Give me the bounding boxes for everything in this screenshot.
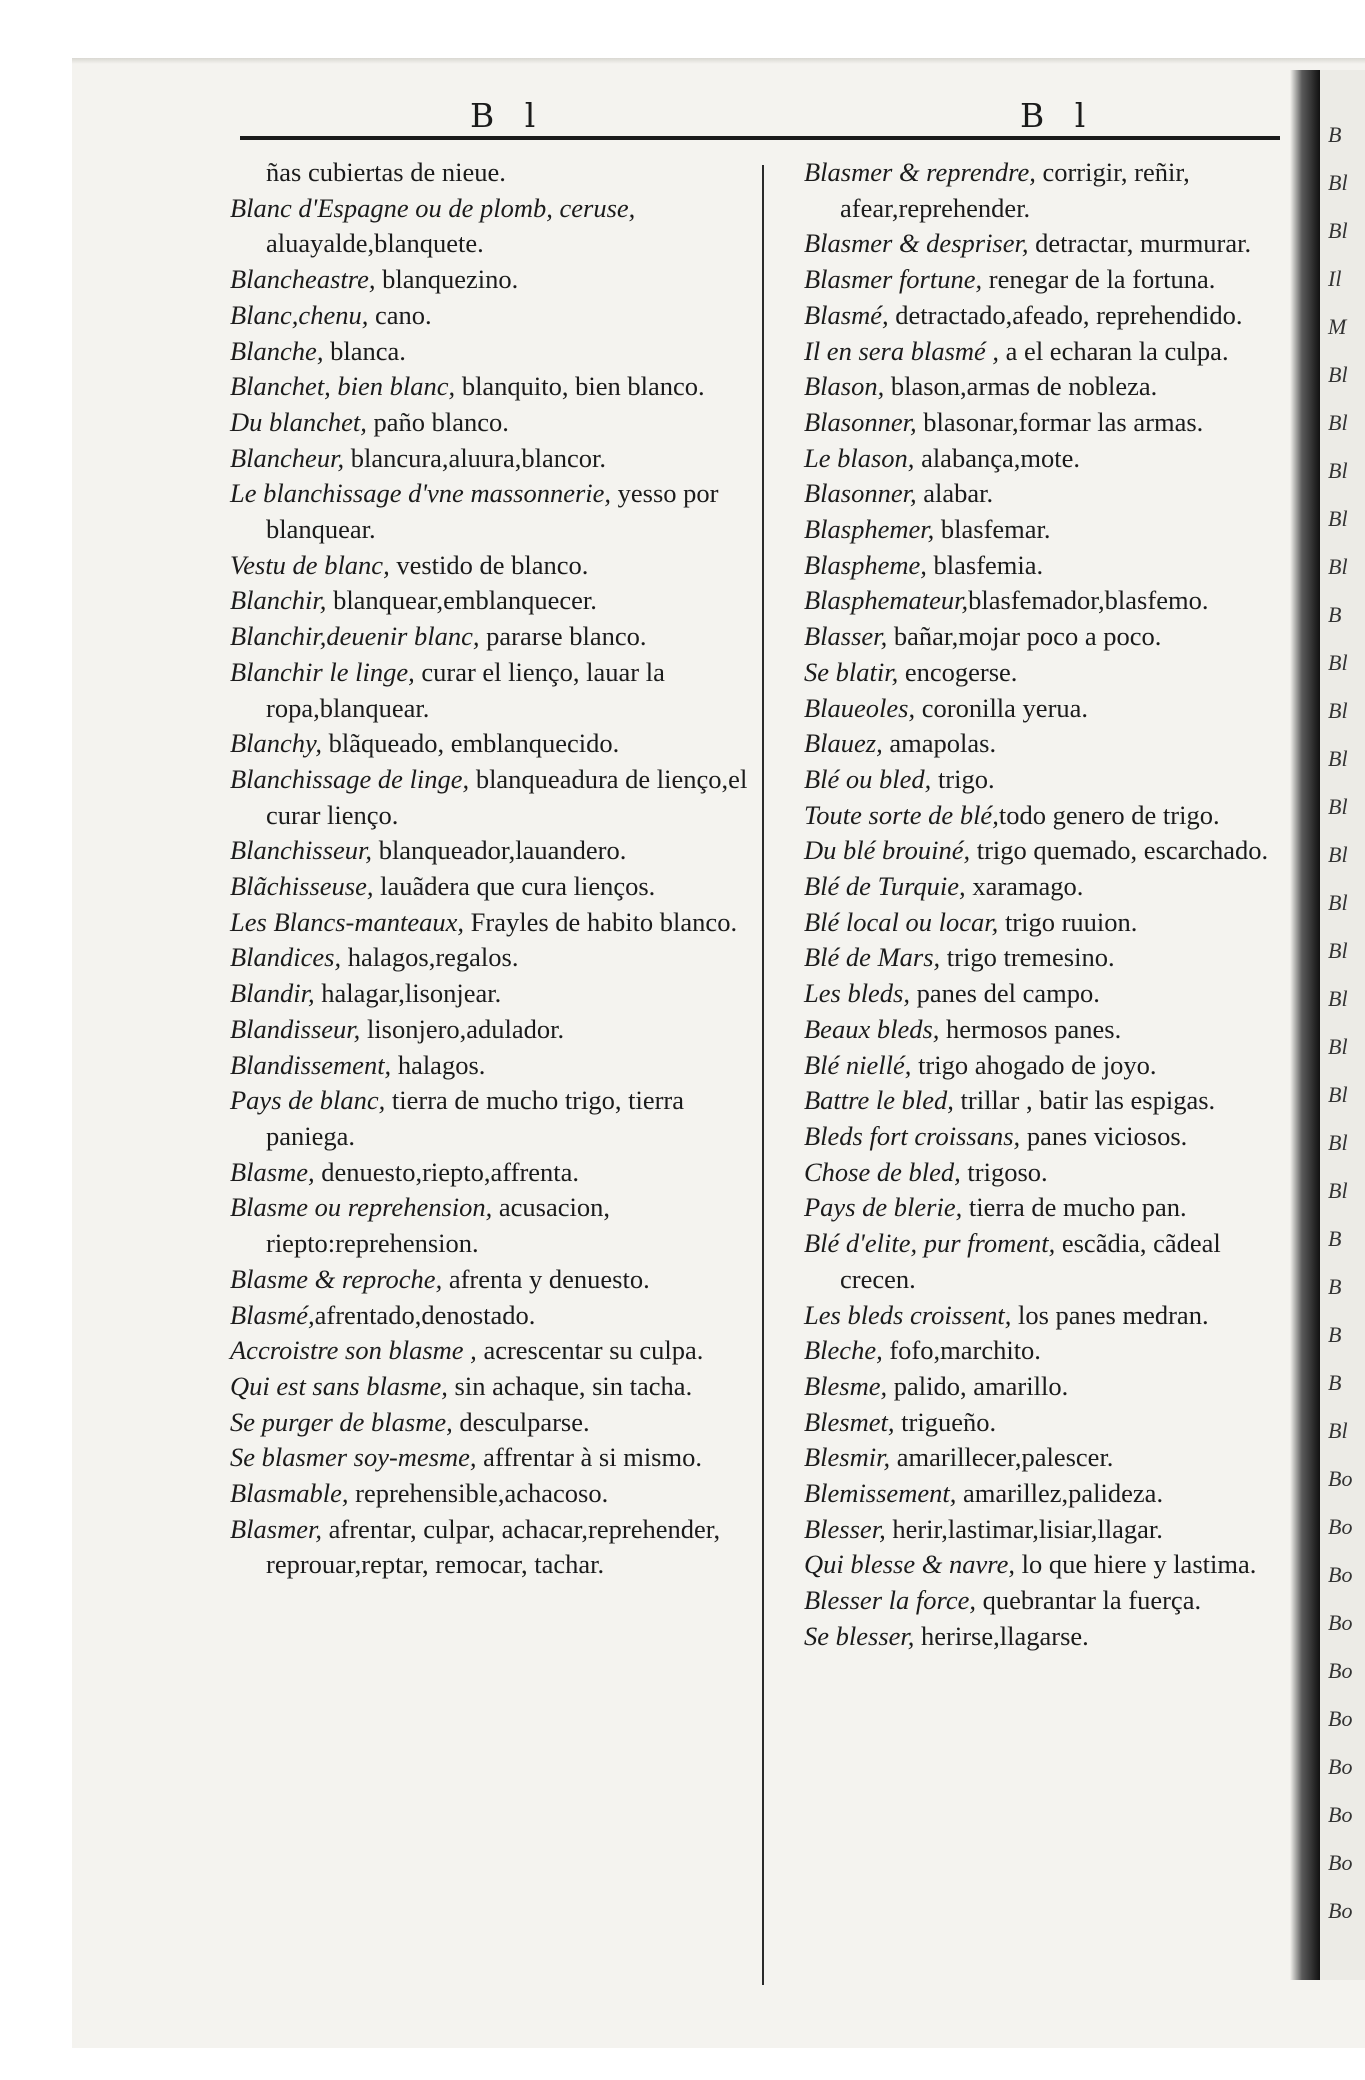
dictionary-entry bbox=[230, 441, 750, 477]
entry-headword: Blandices, bbox=[230, 942, 342, 973]
next-page-fragment: Bl bbox=[1328, 986, 1348, 1011]
entry-headword: Blasme & reproche, bbox=[230, 1263, 443, 1294]
dictionary-entry bbox=[230, 940, 750, 976]
dictionary-entry bbox=[804, 905, 1294, 941]
entry-headword: Blaspheme, bbox=[804, 549, 927, 580]
dictionary-entry bbox=[230, 369, 750, 405]
dictionary-entry bbox=[230, 1512, 750, 1583]
entry-headword: Blancheastre, bbox=[230, 264, 376, 295]
dictionary-entry bbox=[230, 976, 750, 1012]
dictionary-entry bbox=[804, 655, 1294, 691]
next-page-fragment: Bl bbox=[1328, 362, 1348, 387]
entry-definition: blãqueado, emblanquecido. bbox=[322, 728, 620, 759]
dictionary-entry bbox=[804, 298, 1294, 334]
dictionary-entry bbox=[230, 1369, 750, 1405]
dictionary-entry bbox=[230, 1262, 750, 1298]
next-page-fragment: Bl bbox=[1328, 890, 1348, 915]
dictionary-entry bbox=[230, 1012, 750, 1048]
next-page-fragment: Bo bbox=[1328, 1898, 1353, 1923]
entry-headword: Blemissement, bbox=[804, 1478, 957, 1509]
entry-definition: lisonjero,adulador. bbox=[360, 1013, 565, 1044]
entry-definition: corrigir, reñir, afear,reprehender. bbox=[840, 157, 1190, 223]
dictionary-entry bbox=[230, 298, 750, 334]
dictionary-entry bbox=[804, 1226, 1294, 1297]
entry-headword: Les Blancs-manteaux, bbox=[230, 906, 465, 937]
entry-headword: Se blesser, bbox=[804, 1620, 915, 1651]
entry-definition: a el echaran la culpa. bbox=[999, 335, 1229, 366]
dictionary-entry bbox=[230, 1190, 750, 1261]
next-page-fragment: B bbox=[1328, 1226, 1342, 1251]
entry-headword: Blesser la force, bbox=[804, 1585, 976, 1616]
dictionary-entry bbox=[230, 833, 750, 869]
entry-definition: afrenta y denuesto. bbox=[442, 1263, 650, 1294]
dictionary-entry bbox=[230, 869, 750, 905]
entry-definition: aluayalde,blanquete. bbox=[266, 228, 484, 259]
entry-definition: denuesto,riepto,affrenta. bbox=[314, 1156, 580, 1187]
entry-definition: encogerse. bbox=[898, 656, 1018, 687]
entry-headword: Se purger de blasme, bbox=[230, 1406, 453, 1437]
entry-definition: trigo. bbox=[931, 763, 995, 794]
entry-definition: amarillez,palideza. bbox=[956, 1478, 1164, 1509]
entry-headword: Il en sera blasmé , bbox=[804, 335, 1000, 366]
entry-headword: Blanchir,deuenir blanc, bbox=[230, 621, 480, 652]
entry-headword: Du blé brouiné, bbox=[804, 835, 971, 866]
dictionary-entry bbox=[804, 691, 1294, 727]
dictionary-entry bbox=[804, 1012, 1294, 1048]
entry-headword: Blanchy, bbox=[230, 728, 322, 759]
entry-headword: Le blanchissage d'vne massonnerie, bbox=[230, 478, 612, 509]
dictionary-entry bbox=[804, 1476, 1294, 1512]
next-page-fragment: Bl bbox=[1328, 1082, 1348, 1107]
entry-definition: halagar,lisonjear. bbox=[314, 978, 502, 1009]
dictionary-entry bbox=[230, 191, 750, 262]
dictionary-entry bbox=[230, 1083, 750, 1154]
entry-headword: Blasmer fortune, bbox=[804, 264, 983, 295]
entry-definition: detractado,afeado, reprehendido. bbox=[888, 299, 1243, 330]
entry-headword: Blancheur, bbox=[230, 442, 345, 473]
dictionary-entry bbox=[230, 1048, 750, 1084]
entry-headword: Blaueoles, bbox=[804, 692, 916, 723]
entry-headword: Blasphemateur, bbox=[804, 585, 969, 616]
entry-headword: Blé ou bled, bbox=[804, 763, 932, 794]
entry-definition: amapolas. bbox=[882, 728, 997, 759]
entry-definition: todo genero de trigo. bbox=[998, 799, 1220, 830]
dictionary-entry bbox=[230, 1476, 750, 1512]
entry-definition: halagos. bbox=[391, 1049, 486, 1080]
entry-headword: Blasmé, bbox=[804, 299, 889, 330]
next-page-fragment: Bl bbox=[1328, 1034, 1348, 1059]
entry-definition: escãdia, cãdeal crecen. bbox=[840, 1228, 1221, 1294]
entry-headword: Blasme, bbox=[230, 1156, 315, 1187]
next-page-fragment: Bo bbox=[1328, 1802, 1353, 1827]
next-page-fragment: Bl bbox=[1328, 698, 1348, 723]
entry-headword: Toute sorte de blé, bbox=[804, 799, 999, 830]
dictionary-entry bbox=[804, 1083, 1294, 1119]
dictionary-entry bbox=[804, 476, 1294, 512]
entry-definition: trigo tremesino. bbox=[940, 942, 1115, 973]
entry-headword: Blanchet, bien blanc, bbox=[230, 371, 456, 402]
entry-definition: blancura,aluura,blancor. bbox=[344, 442, 607, 473]
next-page-margin bbox=[1320, 70, 1365, 1980]
entry-definition: detractar, murmurar. bbox=[1028, 228, 1252, 259]
entry-headword: Blanchir, bbox=[230, 585, 327, 616]
entry-definition: trigoso. bbox=[960, 1156, 1048, 1187]
entry-definition: curar el lienço, lauar la ropa,blanquear. bbox=[266, 656, 665, 723]
entry-definition: herir,lastimar,lisiar,llagar. bbox=[885, 1513, 1163, 1544]
entry-headword: Blesser, bbox=[804, 1513, 886, 1544]
next-page-fragment: Bo bbox=[1328, 1610, 1353, 1635]
dictionary-entry bbox=[804, 1583, 1294, 1619]
next-page-fragment: Bo bbox=[1328, 1706, 1353, 1731]
dictionary-entry bbox=[804, 262, 1294, 298]
entry-headword: Bleds fort croissans, bbox=[804, 1120, 1021, 1151]
entry-headword: Blauez, bbox=[804, 728, 883, 759]
dictionary-entry bbox=[804, 548, 1294, 584]
binding-shadow bbox=[1290, 70, 1320, 1980]
dictionary-entry bbox=[230, 905, 750, 941]
running-head-right: B l bbox=[1020, 96, 1096, 135]
dictionary-entry bbox=[230, 155, 750, 191]
entry-headword: Blé d'elite, pur froment, bbox=[804, 1228, 1056, 1259]
entry-headword: Blanchissage de linge, bbox=[230, 763, 470, 794]
entry-definition: trillar , batir las espigas. bbox=[953, 1085, 1216, 1116]
entry-headword: Blasmable, bbox=[230, 1478, 349, 1509]
next-page-fragment: Bl bbox=[1328, 794, 1348, 819]
dictionary-entry bbox=[804, 976, 1294, 1012]
entry-definition: xaramago. bbox=[965, 871, 1084, 902]
next-page-fragment: Bo bbox=[1328, 1562, 1353, 1587]
next-page-fragment: B bbox=[1328, 122, 1342, 147]
entry-definition: acusacion, riepto:reprehension. bbox=[266, 1192, 610, 1259]
dictionary-entry bbox=[804, 155, 1294, 226]
entry-definition: blasfemia. bbox=[926, 549, 1044, 580]
dictionary-entry bbox=[230, 476, 750, 547]
next-page-fragment: Bo bbox=[1328, 1850, 1353, 1875]
entry-definition: blanquito, bien blanco. bbox=[455, 371, 705, 402]
dictionary-entry bbox=[804, 1190, 1294, 1226]
entry-definition: amarillecer,palescer. bbox=[890, 1442, 1114, 1473]
entry-headword: Blãchisseuse, bbox=[230, 871, 374, 902]
entry-definition: halagos,regalos. bbox=[341, 942, 519, 973]
next-page-fragment: Bl bbox=[1328, 1178, 1348, 1203]
dictionary-entry bbox=[230, 583, 750, 619]
entry-definition: coronilla yerua. bbox=[915, 692, 1089, 723]
dictionary-entry bbox=[230, 1440, 750, 1476]
entry-definition: cano. bbox=[368, 299, 432, 330]
entry-definition: bañar,mojar poco a poco. bbox=[887, 621, 1162, 652]
entry-headword: Blasme ou reprehension, bbox=[230, 1192, 493, 1223]
dictionary-entry bbox=[230, 405, 750, 441]
dictionary-entry bbox=[230, 1298, 750, 1334]
dictionary-entry bbox=[804, 369, 1294, 405]
right-column bbox=[804, 155, 1294, 1655]
header-rule bbox=[240, 136, 1280, 140]
entry-definition: trigueño. bbox=[894, 1406, 997, 1437]
entry-definition: blanquear,emblanquecer. bbox=[326, 585, 597, 616]
entry-definition: renegar de la fortuna. bbox=[982, 264, 1216, 295]
entry-headword: Blé local ou locar, bbox=[804, 906, 999, 937]
entry-definition: blasonar,formar las armas. bbox=[916, 406, 1204, 437]
entry-definition: pararse blanco. bbox=[479, 621, 647, 652]
entry-definition: panes del campo. bbox=[910, 978, 1100, 1009]
next-page-fragment: Bl bbox=[1328, 746, 1348, 771]
entry-definition: palido, amarillo. bbox=[887, 1370, 1069, 1401]
entry-headword: Blandisseur, bbox=[230, 1013, 361, 1044]
entry-definition: blanquezino. bbox=[375, 264, 519, 295]
entry-headword: Blandissement, bbox=[230, 1049, 392, 1080]
next-page-fragment: Bo bbox=[1328, 1466, 1353, 1491]
entry-definition: afrentado,denostado. bbox=[314, 1299, 536, 1330]
entry-headword: Blasser, bbox=[804, 621, 888, 652]
entry-headword: Blé de Mars, bbox=[804, 942, 941, 973]
entry-headword: Battre le bled, bbox=[804, 1085, 954, 1116]
entry-headword: Blasmer & reprendre, bbox=[804, 157, 1036, 187]
entry-headword: Blé niellé, bbox=[804, 1049, 912, 1080]
entry-headword: Les bleds croissent, bbox=[804, 1299, 1012, 1330]
entry-headword: Blasmer & despriser, bbox=[804, 228, 1029, 259]
next-page-fragment: Bl bbox=[1328, 506, 1348, 531]
dictionary-entry bbox=[804, 940, 1294, 976]
next-page-fragment: B bbox=[1328, 1274, 1342, 1299]
entry-headword: Accroistre son blasme , bbox=[230, 1335, 477, 1366]
dictionary-entry bbox=[804, 762, 1294, 798]
entry-headword: Vestu de blanc, bbox=[230, 549, 390, 580]
dictionary-entry bbox=[804, 833, 1294, 869]
dictionary-entry bbox=[230, 262, 750, 298]
entry-headword: Pays de blerie, bbox=[804, 1192, 963, 1223]
dictionary-entry bbox=[230, 1405, 750, 1441]
entry-definition: paño blanco. bbox=[366, 406, 509, 437]
dictionary-entry bbox=[804, 226, 1294, 262]
dictionary-entry bbox=[804, 726, 1294, 762]
entry-headword: Blasphemer, bbox=[804, 514, 935, 545]
entry-headword: Les bleds, bbox=[804, 978, 910, 1009]
next-page-fragment: Bl bbox=[1328, 554, 1348, 579]
entry-headword: Se blatir, bbox=[804, 656, 899, 687]
entry-headword: Blasmer, bbox=[230, 1513, 323, 1544]
dictionary-entry bbox=[804, 869, 1294, 905]
next-page-fragment: Il bbox=[1328, 266, 1342, 291]
entry-headword: Qui blesse & navre, bbox=[804, 1549, 1015, 1580]
next-page-fragment: B bbox=[1328, 1322, 1342, 1347]
entry-definition: blasfemar. bbox=[934, 514, 1051, 545]
entry-definition: desculparse. bbox=[452, 1406, 590, 1437]
entry-headword: Blanchisseur, bbox=[230, 835, 373, 866]
next-page-fragment: Bl bbox=[1328, 1130, 1348, 1155]
entry-definition: ñas cubiertas de nieue. bbox=[266, 157, 506, 187]
entry-headword: Blanc d'Espagne ou de plomb, ceruse, bbox=[230, 192, 636, 223]
entry-definition: blason,armas de nobleza. bbox=[884, 371, 1158, 402]
dictionary-entry bbox=[230, 1333, 750, 1369]
entry-definition: los panes medran. bbox=[1011, 1299, 1209, 1330]
next-page-fragment: Bl bbox=[1328, 218, 1348, 243]
dictionary-entry bbox=[804, 1333, 1294, 1369]
entry-definition: reprehensible,achacoso. bbox=[348, 1478, 609, 1509]
entry-definition: alabança,mote. bbox=[914, 442, 1080, 473]
entry-headword: Blasonner, bbox=[804, 478, 917, 509]
entry-headword: Le blason, bbox=[804, 442, 915, 473]
entry-definition: lauãdera que cura lienços. bbox=[373, 871, 656, 902]
entry-headword: Blanchir le linge, bbox=[230, 656, 415, 687]
entry-definition: blasfemador,blasfemo. bbox=[968, 585, 1209, 616]
dictionary-entry bbox=[230, 1155, 750, 1191]
entry-definition: Frayles de habito blanco. bbox=[464, 906, 738, 937]
dictionary-entry bbox=[230, 726, 750, 762]
entry-definition: blanca. bbox=[323, 335, 406, 366]
next-page-fragment: Bl bbox=[1328, 458, 1348, 483]
dictionary-entry bbox=[230, 762, 750, 833]
entry-definition: sin achaque, sin tacha. bbox=[447, 1370, 693, 1401]
next-page-fragment: Bo bbox=[1328, 1754, 1353, 1779]
entry-definition: lo que hiere y lastima. bbox=[1014, 1549, 1257, 1580]
dictionary-entry bbox=[804, 619, 1294, 655]
next-page-fragment: Bl bbox=[1328, 1418, 1348, 1443]
dictionary-entry bbox=[230, 334, 750, 370]
next-page-fragment: Bl bbox=[1328, 842, 1348, 867]
entry-headword: Blanche, bbox=[230, 335, 324, 366]
entry-headword: Blesme, bbox=[804, 1370, 888, 1401]
entry-headword: Blason, bbox=[804, 371, 885, 402]
entry-definition: acrescentar su culpa. bbox=[476, 1335, 704, 1366]
next-page-fragment: Bl bbox=[1328, 170, 1348, 195]
entry-definition: vestido de blanco. bbox=[389, 549, 589, 580]
next-page-fragment: Bo bbox=[1328, 1658, 1353, 1683]
entry-definition: tierra de mucho pan. bbox=[962, 1192, 1187, 1223]
dictionary-entry bbox=[804, 1440, 1294, 1476]
dictionary-entry bbox=[804, 798, 1294, 834]
dictionary-entry bbox=[230, 548, 750, 584]
entry-headword: Chose de bled, bbox=[804, 1156, 961, 1187]
entry-definition: alabar. bbox=[916, 478, 994, 509]
next-page-fragment: Bl bbox=[1328, 410, 1348, 435]
dictionary-entry bbox=[804, 512, 1294, 548]
dictionary-entry bbox=[804, 1369, 1294, 1405]
entry-headword: Blandir, bbox=[230, 978, 315, 1009]
entry-headword: Blesmet, bbox=[804, 1406, 895, 1437]
next-page-fragment: B bbox=[1328, 1370, 1342, 1395]
entry-definition: trigo quemado, escarchado. bbox=[970, 835, 1269, 866]
entry-headword: Pays de blanc, bbox=[230, 1085, 386, 1116]
dictionary-entry bbox=[230, 655, 750, 726]
entry-headword: Se blasmer soy-mesme, bbox=[230, 1442, 477, 1473]
entry-definition: hermosos panes. bbox=[939, 1013, 1122, 1044]
dictionary-entry bbox=[804, 1155, 1294, 1191]
entry-headword: Blé de Turquie, bbox=[804, 871, 966, 902]
entry-definition: affrentar à si mismo. bbox=[476, 1442, 702, 1473]
dictionary-entry bbox=[804, 1547, 1294, 1583]
dictionary-entry bbox=[804, 405, 1294, 441]
next-page-fragment: Bl bbox=[1328, 650, 1348, 675]
entry-headword: Beaux bleds, bbox=[804, 1013, 940, 1044]
entry-headword: Bleche, bbox=[804, 1335, 883, 1366]
dictionary-entry bbox=[804, 1048, 1294, 1084]
entry-definition: quebrantar la fuerça. bbox=[975, 1585, 1202, 1616]
entry-definition: herirse,llagarse. bbox=[914, 1620, 1089, 1651]
dictionary-entry bbox=[804, 583, 1294, 619]
entry-definition: tierra de mucho trigo, tierra paniega. bbox=[266, 1085, 685, 1151]
dictionary-entry bbox=[804, 334, 1294, 370]
next-page-fragment: B bbox=[1328, 602, 1342, 627]
entry-definition: panes viciosos. bbox=[1020, 1120, 1188, 1151]
left-column bbox=[230, 155, 750, 1583]
entry-headword: Blesmir, bbox=[804, 1442, 891, 1473]
entry-definition: afrentar, culpar, achacar,reprehender, reprouar,reptar, remocar, tachar. bbox=[266, 1513, 721, 1580]
next-page-fragment: M bbox=[1328, 314, 1347, 339]
next-page-fragment: Bo bbox=[1328, 1514, 1353, 1539]
entry-headword: Blasonner, bbox=[804, 406, 917, 437]
entry-definition: yesso por blanquear. bbox=[266, 478, 719, 545]
dictionary-entry bbox=[804, 441, 1294, 477]
dictionary-entry bbox=[804, 1298, 1294, 1334]
page-edge bbox=[72, 58, 1365, 64]
dictionary-entry bbox=[804, 1405, 1294, 1441]
entry-headword: Qui est sans blasme, bbox=[230, 1370, 448, 1401]
column-divider bbox=[762, 165, 764, 1985]
running-head-left: B l bbox=[470, 96, 546, 135]
dictionary-entry bbox=[230, 619, 750, 655]
entry-definition: blanqueadura de lienço,el curar lienço. bbox=[266, 763, 748, 830]
dictionary-entry bbox=[804, 1512, 1294, 1548]
entry-headword: Blasmé, bbox=[230, 1299, 315, 1330]
dictionary-entry bbox=[804, 1619, 1294, 1655]
entry-headword: Du blanchet, bbox=[230, 406, 367, 437]
next-page-fragment: Bl bbox=[1328, 938, 1348, 963]
entry-definition: trigo ahogado de joyo. bbox=[911, 1049, 1157, 1080]
entry-definition: trigo ruuion. bbox=[998, 906, 1138, 937]
entry-definition: blanqueador,lauandero. bbox=[372, 835, 627, 866]
dictionary-entry bbox=[804, 1119, 1294, 1155]
entry-headword: Blanc,chenu, bbox=[230, 299, 369, 330]
entry-definition: fofo,marchito. bbox=[882, 1335, 1041, 1366]
